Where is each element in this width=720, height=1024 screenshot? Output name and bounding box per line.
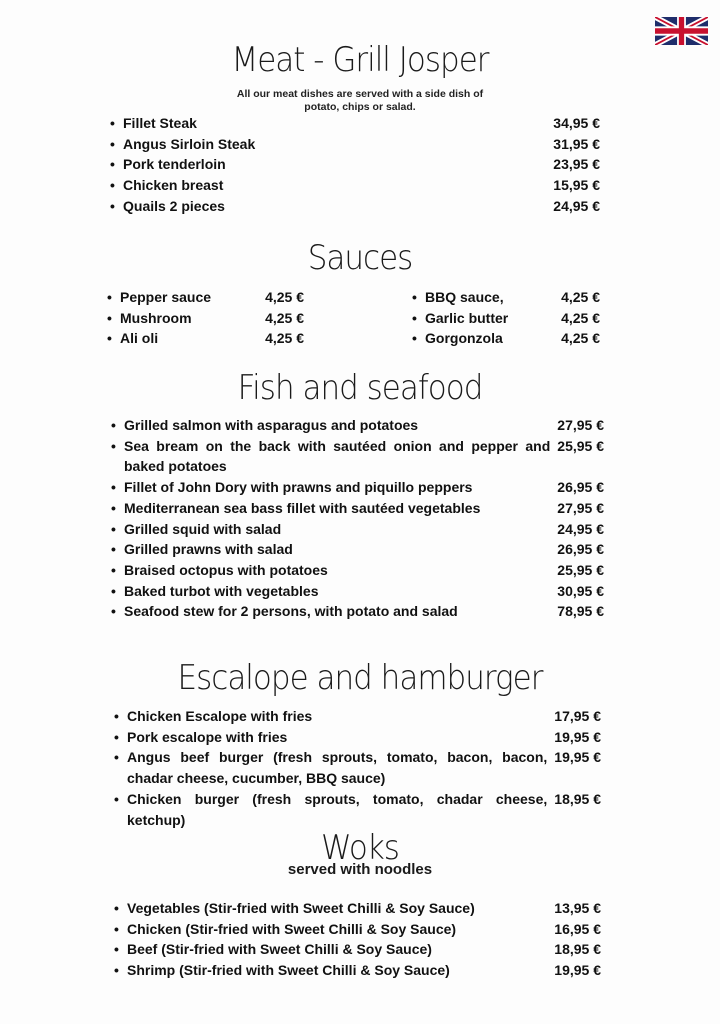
fish-list (111, 415, 604, 622)
menu-item-name: Fillet of John Dory with prawns and piquillo peppers (124, 479, 473, 496)
meat-note-line-2: potato, chips or salad. (304, 101, 416, 113)
sauces-list-right (412, 287, 600, 349)
menu-item (107, 328, 304, 349)
menu-item (114, 898, 601, 919)
menu-item (114, 919, 601, 940)
woks-subtitle: served with noodles (287, 861, 433, 878)
menu-item-name: Pepper sauce (120, 289, 212, 305)
menu-item-price: 25,95 € (557, 437, 604, 454)
menu-item-price: 4,25 € (561, 289, 600, 305)
bullet-icon: • (114, 749, 119, 766)
menu-item-price: 13,95 € (554, 900, 601, 916)
menu-item (111, 436, 604, 477)
menu-item-price: 23,95 € (553, 156, 600, 173)
bullet-icon: • (111, 499, 116, 516)
bullet-icon: • (111, 541, 116, 558)
bullet-icon: • (114, 962, 119, 979)
menu-item (110, 134, 600, 155)
menu-item-price: 26,95 € (557, 479, 604, 496)
menu-item-price: 4,25 € (561, 309, 600, 326)
menu-item-price: 16,95 € (554, 920, 601, 937)
menu-item (110, 196, 600, 217)
menu-item-price: 19,95 € (554, 962, 601, 979)
menu-item-name: Chicken burger (fresh sprouts, tomato, chadar cheese, ketchup) (127, 790, 548, 828)
bullet-icon: • (412, 289, 417, 305)
menu-item-name: BBQ sauce, (425, 289, 504, 305)
menu-item-price: 27,95 € (557, 499, 604, 516)
menu-item-name: Angus beef burger (fresh sprouts, tomato, bacon, bacon, chadar cheese, cucumber, BBQ sauce) (127, 749, 548, 787)
menu-item-price: 19,95 € (554, 749, 601, 766)
menu-item-name: Ali oli (120, 330, 159, 347)
menu-item (110, 154, 600, 175)
menu-item-price: 31,95 € (553, 135, 600, 152)
menu-item-name: Garlic butter (425, 309, 509, 326)
bullet-icon: • (111, 437, 116, 454)
bullet-icon: • (107, 309, 112, 326)
menu-item-name: Chicken breast (123, 177, 224, 194)
menu-item (110, 113, 600, 134)
meat-note-line-1: All our meat dishes are served with a side dish of (236, 88, 484, 100)
menu-item-name: Vegetables (Stir-fried with Sweet Chilli & Soy Sauce) (127, 900, 475, 916)
menu-item-price: 30,95 € (557, 582, 604, 599)
bullet-icon: • (114, 790, 119, 807)
menu-item-name: Shrimp (Stir-fried with Sweet Chilli & Soy Sauce) (127, 962, 450, 979)
menu-item (114, 727, 601, 748)
menu-item (111, 560, 604, 581)
menu-item (111, 581, 604, 602)
menu-item (111, 519, 604, 540)
menu-item (114, 706, 601, 727)
menu-item-price: 4,25 € (561, 330, 600, 347)
menu-item-price: 4,25 € (265, 309, 304, 326)
menu-item (114, 747, 601, 788)
woks-section-title: Woks (321, 828, 399, 868)
menu-item-price: 26,95 € (557, 541, 604, 558)
menu-item (111, 539, 604, 560)
menu-item-name: Pork escalope with fries (127, 728, 288, 745)
menu-item-name: Pork tenderloin (123, 156, 226, 173)
bullet-icon: • (110, 177, 115, 194)
menu-item-price: 4,25 € (265, 330, 304, 347)
fish-section-title: Fish and seafood (237, 368, 483, 408)
menu-item (412, 328, 600, 349)
menu-item-name: Sea bream on the back with sautéed onion and pepper and baked potatoes (124, 437, 551, 475)
menu-item (114, 960, 601, 981)
bullet-icon: • (107, 330, 112, 347)
bullet-icon: • (114, 708, 119, 724)
menu-item-price: 25,95 € (557, 561, 604, 578)
menu-item-price: 4,25 € (265, 289, 304, 305)
menu-item (111, 498, 604, 519)
menu-item-price: 24,95 € (557, 520, 604, 537)
menu-item-name: Quails 2 pieces (123, 197, 225, 214)
bullet-icon: • (114, 900, 119, 916)
menu-item-name: Braised octopus with potatoes (124, 561, 328, 578)
menu-item-name: Chicken (Stir-fried with Sweet Chilli & Soy Sauce) (127, 920, 457, 937)
menu-item-name: Grilled squid with salad (124, 520, 282, 537)
bullet-icon: • (110, 135, 115, 152)
bullet-icon: • (111, 603, 116, 620)
menu-item-name: Grilled salmon with asparagus and potatoes (124, 417, 419, 433)
bullet-icon: • (110, 197, 115, 214)
menu-item (412, 308, 600, 329)
bullet-icon: • (114, 728, 119, 745)
menu-item-name: Angus Sirloin Steak (123, 135, 256, 152)
menu-item-name: Seafood stew for 2 persons, with potato and salad (124, 603, 458, 620)
menu-item-price: 18,95 € (554, 790, 601, 807)
menu-item (114, 789, 601, 830)
bullet-icon: • (111, 417, 116, 433)
menu-item-price: 34,95 € (553, 115, 600, 131)
meat-section-title: Meat - Grill Josper (231, 40, 489, 80)
sauces-section-title: Sauces (307, 238, 413, 278)
menu-item-name: Beef (Stir-fried with Sweet Chilli & Soy Sauce) (127, 941, 432, 958)
bullet-icon: • (114, 920, 119, 937)
bullet-icon: • (412, 330, 417, 347)
menu-item (107, 287, 304, 308)
bullet-icon: • (111, 582, 116, 599)
bullet-icon: • (412, 309, 417, 326)
menu-item-name: Baked turbot with vegetables (124, 582, 319, 599)
escalope-list (114, 706, 601, 830)
menu-item-name: Gorgonzola (425, 330, 503, 347)
menu-item-price: 18,95 € (554, 941, 601, 958)
escalope-section-title: Escalope and hamburger (177, 658, 543, 698)
woks-list (114, 898, 601, 981)
meat-list (110, 113, 600, 217)
menu-item (107, 308, 304, 329)
menu-item (111, 477, 604, 498)
sauces-list-left (107, 287, 304, 349)
menu-item-price: 27,95 € (557, 417, 604, 433)
menu-item-price: 19,95 € (554, 728, 601, 745)
bullet-icon: • (110, 156, 115, 173)
menu-item-name: Chicken Escalope with fries (127, 708, 313, 724)
menu-item-name: Mushroom (120, 309, 192, 326)
menu-item-price: 78,95 € (557, 603, 604, 620)
bullet-icon: • (114, 941, 119, 958)
menu-item (412, 287, 600, 308)
menu-item-price: 15,95 € (553, 177, 600, 194)
meat-side-note (0, 88, 720, 114)
bullet-icon: • (111, 520, 116, 537)
bullet-icon: • (111, 479, 116, 496)
menu-item (111, 415, 604, 436)
menu-item (111, 601, 604, 622)
menu-item (114, 939, 601, 960)
bullet-icon: • (107, 289, 112, 305)
bullet-icon: • (111, 561, 116, 578)
bullet-icon: • (110, 115, 115, 131)
menu-item-name: Mediterranean sea bass fillet with sautéed vegetables (124, 499, 481, 516)
menu-item-price: 17,95 € (554, 708, 601, 724)
menu-item-name: Fillet Steak (123, 115, 197, 131)
menu-item-name: Grilled prawns with salad (124, 541, 293, 558)
menu-item-price: 24,95 € (553, 197, 600, 214)
menu-item (110, 175, 600, 196)
